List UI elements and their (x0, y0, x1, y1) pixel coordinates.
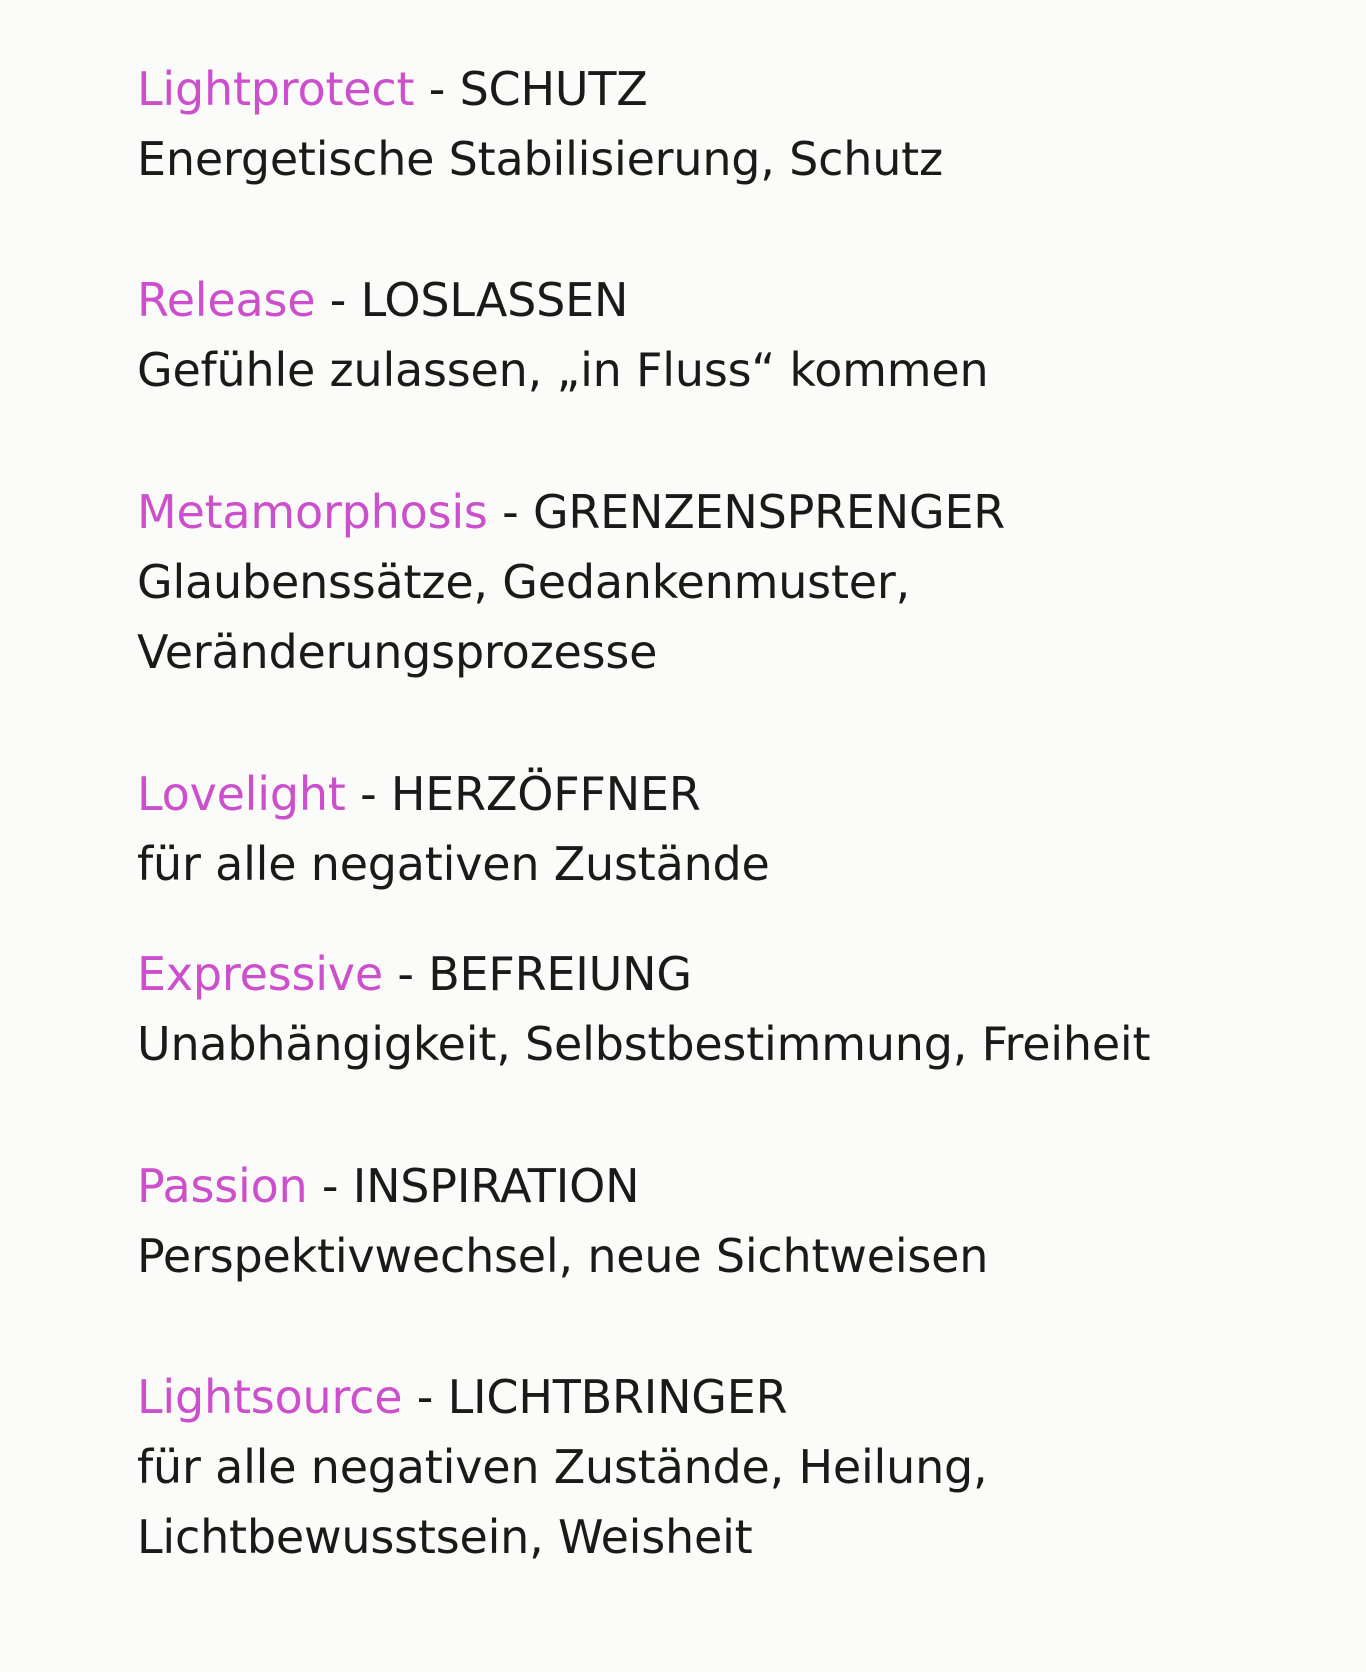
essence-tagline: LOSLASSEN (360, 273, 629, 327)
entry-heading (137, 265, 1337, 335)
separator: - (414, 62, 460, 116)
entry-heading (137, 1151, 1337, 1221)
essence-tagline: GRENZENSPRENGER (532, 485, 1006, 539)
essence-description-line-1: Glaubenssätze, Gedankenmuster, (137, 555, 911, 609)
essence-description: Gefühle zulassen, „in Fluss“ kommen (137, 343, 989, 397)
entry-heading (137, 759, 1337, 829)
entry-lightprotect (137, 54, 1337, 194)
separator: - (382, 947, 429, 1001)
essence-name: Lovelight (137, 767, 346, 821)
entry-heading (137, 54, 1337, 124)
essence-description-line-2: Veränderungsprozesse (137, 625, 658, 679)
essence-tagline: INSPIRATION (352, 1159, 640, 1213)
entry-release (137, 265, 1337, 405)
essence-description: Perspektivwechsel, neue Sichtweisen (137, 1229, 989, 1283)
essence-description: Unabhängigkeit, Selbstbestimmung, Freiheit (137, 1017, 1151, 1071)
essence-name: Release (137, 273, 316, 327)
entry-lightsource (137, 1362, 1337, 1572)
essence-name: Expressive (137, 947, 383, 1001)
entry-lovelight (137, 759, 1337, 899)
essence-tagline: SCHUTZ (459, 62, 648, 116)
essence-tagline: HERZÖFFNER (390, 767, 701, 821)
essence-description: für alle negativen Zustände (137, 837, 770, 891)
separator: - (315, 273, 361, 327)
essence-name: Lightsource (137, 1370, 403, 1424)
entry-heading (137, 1362, 1337, 1432)
entry-heading (137, 939, 1337, 1009)
essence-name: Lightprotect (137, 62, 415, 116)
entry-passion (137, 1151, 1337, 1291)
separator: - (307, 1159, 353, 1213)
separator: - (487, 485, 533, 539)
essence-tagline: BEFREIUNG (428, 947, 692, 1001)
essence-tagline: LICHTBRINGER (447, 1370, 788, 1424)
essence-name: Passion (137, 1159, 308, 1213)
essence-description: Energetische Stabilisierung, Schutz (137, 132, 943, 186)
essence-name: Metamorphosis (137, 485, 488, 539)
separator: - (402, 1370, 448, 1424)
essence-description-line-1: für alle negativen Zustände, Heilung, (137, 1440, 988, 1494)
entry-metamorphosis (137, 477, 1337, 687)
entry-heading (137, 477, 1337, 547)
separator: - (345, 767, 391, 821)
essence-description-line-2: Lichtbewusstsein, Weisheit (137, 1510, 753, 1564)
entry-expressive (137, 939, 1337, 1079)
